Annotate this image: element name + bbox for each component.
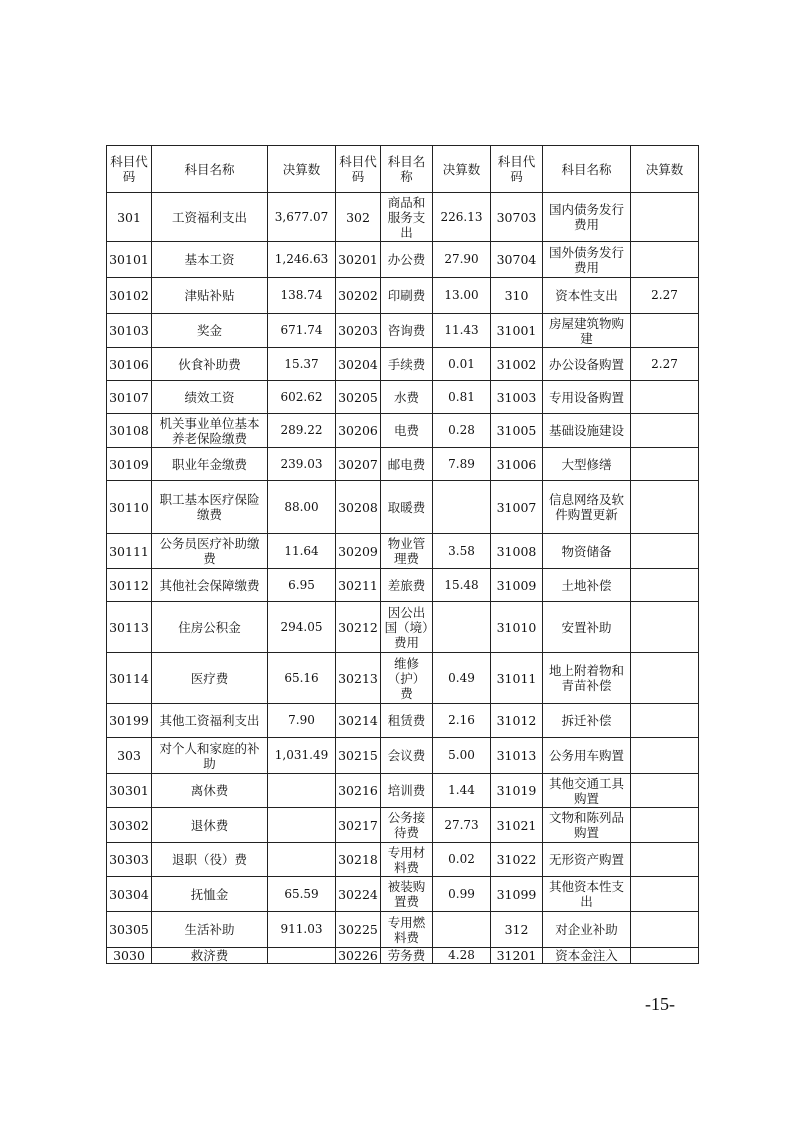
table-cell: 0.01 (433, 348, 491, 381)
header-row (107, 146, 699, 193)
table-cell (631, 843, 699, 877)
table-cell: 31099 (491, 877, 543, 912)
table-cell: 其他交通工具购置 (543, 774, 631, 808)
table-cell: 津贴补贴 (152, 278, 268, 314)
table-row (107, 774, 699, 808)
table-row (107, 381, 699, 414)
table-cell: 301 (107, 193, 152, 242)
header-cell: 决算数 (433, 146, 491, 193)
table-cell: 物业管理费 (381, 534, 433, 569)
table-cell: 30214 (336, 704, 381, 738)
header-cell: 科目代码 (491, 146, 543, 193)
table-cell: 30109 (107, 448, 152, 481)
table-cell: 30112 (107, 569, 152, 602)
table-cell: 30103 (107, 314, 152, 348)
table-cell: 生活补助 (152, 912, 268, 948)
table-cell: 3,677.07 (268, 193, 336, 242)
table-cell: 65.59 (268, 877, 336, 912)
table-cell: 奖金 (152, 314, 268, 348)
table-cell: 地上附着物和青苗补偿 (543, 653, 631, 704)
table-cell: 30110 (107, 481, 152, 534)
table-cell: 30226 (336, 948, 381, 964)
table-row (107, 448, 699, 481)
table-row (107, 569, 699, 602)
table-cell: 911.03 (268, 912, 336, 948)
table-cell: 专用设备购置 (543, 381, 631, 414)
table-cell: 31002 (491, 348, 543, 381)
table-cell: 31010 (491, 602, 543, 653)
table-cell: 31013 (491, 738, 543, 774)
header-cell: 科目代码 (107, 146, 152, 193)
table-cell: 被装购置费 (381, 877, 433, 912)
table-cell: 因公出国（境）费用 (381, 602, 433, 653)
table-cell (631, 381, 699, 414)
table-cell: 维修（护）费 (381, 653, 433, 704)
table-cell: 专用材料费 (381, 843, 433, 877)
table-cell: 1,031.49 (268, 738, 336, 774)
table-cell (631, 193, 699, 242)
table-cell: 30212 (336, 602, 381, 653)
table-cell: 4.28 (433, 948, 491, 964)
table-row (107, 877, 699, 912)
table-cell: 0.81 (433, 381, 491, 414)
table-cell: 30301 (107, 774, 152, 808)
table-cell: 医疗费 (152, 653, 268, 704)
table-cell: 30216 (336, 774, 381, 808)
table-cell: 0.49 (433, 653, 491, 704)
table-cell: 30703 (491, 193, 543, 242)
table-cell: 7.89 (433, 448, 491, 481)
table-cell: 抚恤金 (152, 877, 268, 912)
table-cell: 物资储备 (543, 534, 631, 569)
table-cell: 30201 (336, 242, 381, 278)
table-cell: 资本性支出 (543, 278, 631, 314)
table-cell: 1.44 (433, 774, 491, 808)
table-cell: 30107 (107, 381, 152, 414)
table-cell: 30108 (107, 414, 152, 448)
table-cell: 公务员医疗补助缴费 (152, 534, 268, 569)
table-cell: 31007 (491, 481, 543, 534)
table-cell: 专用燃料费 (381, 912, 433, 948)
table-cell: 65.16 (268, 653, 336, 704)
table-row (107, 948, 699, 964)
table-cell: 30224 (336, 877, 381, 912)
table-cell: 13.00 (433, 278, 491, 314)
table-cell: 拆迁补偿 (543, 704, 631, 738)
table-cell: 安置补助 (543, 602, 631, 653)
table-cell: 2.27 (631, 348, 699, 381)
table-row (107, 278, 699, 314)
table-cell: 2.27 (631, 278, 699, 314)
table-cell: 公务接待费 (381, 808, 433, 843)
table-cell (631, 704, 699, 738)
table-cell: 30207 (336, 448, 381, 481)
table-cell: 对个人和家庭的补助 (152, 738, 268, 774)
table-cell: 咨询费 (381, 314, 433, 348)
table-cell: 11.43 (433, 314, 491, 348)
table-cell: 31008 (491, 534, 543, 569)
table-cell: 30209 (336, 534, 381, 569)
table-cell: 31022 (491, 843, 543, 877)
table-cell (268, 808, 336, 843)
table-cell (631, 242, 699, 278)
table-row (107, 704, 699, 738)
table-cell (631, 808, 699, 843)
table-cell: 职业年金缴费 (152, 448, 268, 481)
table-cell: 职工基本医疗保险缴费 (152, 481, 268, 534)
table-cell: 邮电费 (381, 448, 433, 481)
header-cell: 科目名称 (543, 146, 631, 193)
table-cell: 312 (491, 912, 543, 948)
table-cell: 会议费 (381, 738, 433, 774)
header-cell: 决算数 (631, 146, 699, 193)
table-cell: 88.00 (268, 481, 336, 534)
table-cell: 退休费 (152, 808, 268, 843)
table-cell: 30199 (107, 704, 152, 738)
table-cell: 离休费 (152, 774, 268, 808)
table-cell (631, 314, 699, 348)
table-cell: 31021 (491, 808, 543, 843)
table-cell: 救济费 (152, 948, 268, 964)
table-cell: 取暖费 (381, 481, 433, 534)
table-cell: 手续费 (381, 348, 433, 381)
table-cell (631, 534, 699, 569)
table-cell: 11.64 (268, 534, 336, 569)
table-cell: 资本金注入 (543, 948, 631, 964)
table-cell: 30213 (336, 653, 381, 704)
table-cell: 30102 (107, 278, 152, 314)
table-row (107, 602, 699, 653)
table-cell: 671.74 (268, 314, 336, 348)
table-cell: 30113 (107, 602, 152, 653)
table-cell: 27.73 (433, 808, 491, 843)
table-cell: 303 (107, 738, 152, 774)
table-cell: 办公设备购置 (543, 348, 631, 381)
table-cell: 0.99 (433, 877, 491, 912)
table-cell: 文物和陈列品购置 (543, 808, 631, 843)
table-cell: 30208 (336, 481, 381, 534)
table-cell: 印刷费 (381, 278, 433, 314)
table-cell (433, 481, 491, 534)
header-cell: 决算数 (268, 146, 336, 193)
table-cell: 302 (336, 193, 381, 242)
table-cell: 3.58 (433, 534, 491, 569)
table-cell: 31005 (491, 414, 543, 448)
table-cell: 31003 (491, 381, 543, 414)
table-cell: 310 (491, 278, 543, 314)
table-cell: 31019 (491, 774, 543, 808)
table-cell: 其他资本性支出 (543, 877, 631, 912)
table-cell: 30106 (107, 348, 152, 381)
table-cell: 办公费 (381, 242, 433, 278)
table-cell: 商品和服务支出 (381, 193, 433, 242)
table-cell: 6.95 (268, 569, 336, 602)
table-row (107, 534, 699, 569)
table-cell (631, 653, 699, 704)
table-row (107, 314, 699, 348)
table-cell: 公务用车购置 (543, 738, 631, 774)
table-cell: 31012 (491, 704, 543, 738)
table-cell: 电费 (381, 414, 433, 448)
table-row (107, 912, 699, 948)
expenditure-table (106, 145, 699, 964)
table-cell: 对企业补助 (543, 912, 631, 948)
table-cell: 30304 (107, 877, 152, 912)
table-cell (268, 948, 336, 964)
table-cell: 15.37 (268, 348, 336, 381)
table-cell: 0.28 (433, 414, 491, 448)
table-cell: 239.03 (268, 448, 336, 481)
table-row (107, 808, 699, 843)
table-cell: 31001 (491, 314, 543, 348)
table-cell: 土地补偿 (543, 569, 631, 602)
table-row (107, 481, 699, 534)
table-cell: 水费 (381, 381, 433, 414)
table-cell: 226.13 (433, 193, 491, 242)
table-row (107, 348, 699, 381)
table-cell (433, 602, 491, 653)
table-cell: 30303 (107, 843, 152, 877)
table-cell (631, 948, 699, 964)
table-cell (631, 481, 699, 534)
table-cell (631, 774, 699, 808)
table-cell (631, 448, 699, 481)
table-cell: 30302 (107, 808, 152, 843)
table-cell (631, 877, 699, 912)
table-cell: 294.05 (268, 602, 336, 653)
header-cell: 科目代码 (336, 146, 381, 193)
table-cell: 劳务费 (381, 948, 433, 964)
table-cell: 大型修缮 (543, 448, 631, 481)
header-cell: 科目名称 (152, 146, 268, 193)
table-cell (268, 774, 336, 808)
table-cell: 国外债务发行费用 (543, 242, 631, 278)
table-cell: 基本工资 (152, 242, 268, 278)
table-cell: 工资福利支出 (152, 193, 268, 242)
table-cell: 30202 (336, 278, 381, 314)
table-row (107, 414, 699, 448)
table-cell: 伙食补助费 (152, 348, 268, 381)
header-cell: 科目名称 (381, 146, 433, 193)
table-cell (631, 569, 699, 602)
table-cell: 其他社会保障缴费 (152, 569, 268, 602)
table-row (107, 242, 699, 278)
table-cell: 7.90 (268, 704, 336, 738)
table-cell: 31006 (491, 448, 543, 481)
table-cell: 培训费 (381, 774, 433, 808)
table-cell: 30218 (336, 843, 381, 877)
table-cell: 31201 (491, 948, 543, 964)
table-cell: 差旅费 (381, 569, 433, 602)
table-cell: 31009 (491, 569, 543, 602)
table-cell: 租赁费 (381, 704, 433, 738)
table-cell (631, 738, 699, 774)
table-cell: 基础设施建设 (543, 414, 631, 448)
table-row (107, 843, 699, 877)
table-cell (631, 414, 699, 448)
table-cell: 30225 (336, 912, 381, 948)
table-cell: 27.90 (433, 242, 491, 278)
table-cell: 信息网络及软件购置更新 (543, 481, 631, 534)
table-cell: 绩效工资 (152, 381, 268, 414)
table-cell: 30203 (336, 314, 381, 348)
table-cell: 289.22 (268, 414, 336, 448)
table-cell: 国内债务发行费用 (543, 193, 631, 242)
table-cell (268, 843, 336, 877)
table-cell: 无形资产购置 (543, 843, 631, 877)
table-cell (631, 912, 699, 948)
table-cell: 2.16 (433, 704, 491, 738)
table-cell: 30101 (107, 242, 152, 278)
table-cell: 30204 (336, 348, 381, 381)
table-cell: 30305 (107, 912, 152, 948)
table-cell: 机关事业单位基本养老保险缴费 (152, 414, 268, 448)
table-cell: 退职（役）费 (152, 843, 268, 877)
table-cell: 住房公积金 (152, 602, 268, 653)
table-cell: 30211 (336, 569, 381, 602)
table-cell: 5.00 (433, 738, 491, 774)
table-cell (631, 602, 699, 653)
table-cell: 30206 (336, 414, 381, 448)
table-cell: 0.02 (433, 843, 491, 877)
table-cell: 30215 (336, 738, 381, 774)
table-row (107, 738, 699, 774)
table-cell: 138.74 (268, 278, 336, 314)
table-cell: 30111 (107, 534, 152, 569)
table-row (107, 653, 699, 704)
table-cell: 房屋建筑物购建 (543, 314, 631, 348)
table-row (107, 193, 699, 242)
table-cell: 3030 (107, 948, 152, 964)
table-cell: 30205 (336, 381, 381, 414)
table-cell: 30704 (491, 242, 543, 278)
table-cell: 30217 (336, 808, 381, 843)
table-cell: 其他工资福利支出 (152, 704, 268, 738)
table-cell: 31011 (491, 653, 543, 704)
table-cell (433, 912, 491, 948)
table-cell: 15.48 (433, 569, 491, 602)
table-cell: 30114 (107, 653, 152, 704)
table-cell: 602.62 (268, 381, 336, 414)
table-cell: 1,246.63 (268, 242, 336, 278)
page-number: -15- (645, 994, 675, 1014)
